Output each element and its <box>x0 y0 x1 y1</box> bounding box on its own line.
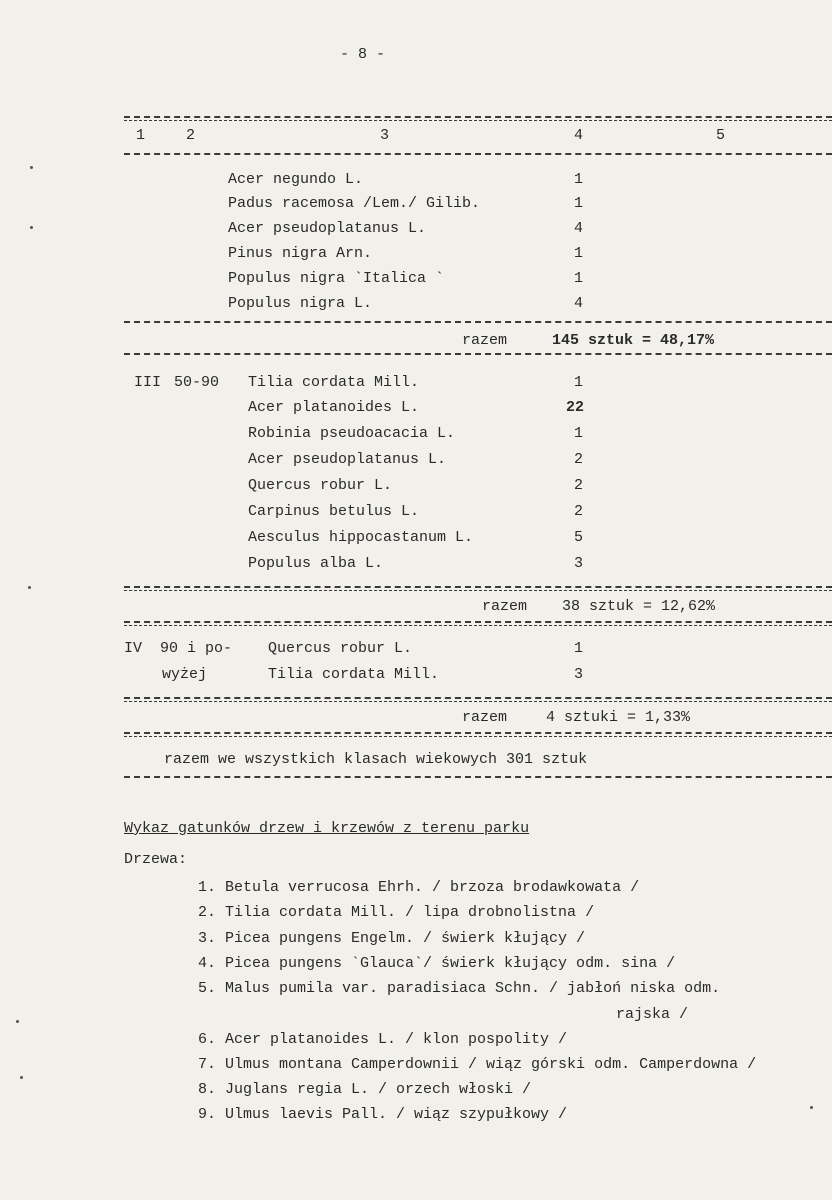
list-item-cont: rajska / <box>616 1006 689 1023</box>
table-row-species: Padus racemosa /Lem./ Gilib. <box>228 195 481 212</box>
table-row-species: Quercus robur L. <box>248 477 393 494</box>
list-item: 8. Juglans regia L. / orzech włoski / <box>198 1081 532 1098</box>
list-item: 9. Ulmus laevis Pall. / wiąz szypułkowy / <box>198 1106 568 1123</box>
column-header-1: 1 <box>136 127 146 144</box>
table-row-count: 2 <box>574 451 584 468</box>
grand-total: razem we wszystkich klasach wiekowych 301 sztuk <box>164 751 588 768</box>
table-row-species: Acer pseudoplatanus L. <box>248 451 447 468</box>
age-range-cont: wyżej <box>162 666 208 683</box>
table-bottom-rule <box>124 776 832 778</box>
group1-rule <box>124 321 832 323</box>
group3-rule <box>124 586 832 588</box>
group4-total-rule-2 <box>124 736 832 737</box>
table-row-count: 1 <box>574 425 584 442</box>
group3-total-rule <box>124 621 832 623</box>
table-row-species: Aesculus hippocastanum L. <box>248 529 474 546</box>
group3-total-rule-2 <box>124 625 832 626</box>
column-header-5: 5 <box>716 127 726 144</box>
group3-total-value: 38 sztuk = 12,62% <box>562 598 716 615</box>
table-row-count: 22 <box>566 399 585 416</box>
group4-rule-2 <box>124 701 832 702</box>
table-row-species: Quercus robur L. <box>268 640 413 657</box>
margin-speck <box>20 1076 23 1079</box>
group4-total-label: razem <box>462 709 508 726</box>
column-header-3: 3 <box>380 127 390 144</box>
table-row-count: 1 <box>574 270 584 287</box>
table-row-count: 1 <box>574 195 584 212</box>
page-number: - 8 - <box>340 46 386 63</box>
margin-speck <box>810 1106 813 1109</box>
table-row-count: 2 <box>574 503 584 520</box>
table-row-count: 2 <box>574 477 584 494</box>
age-range: 50-90 <box>174 374 220 391</box>
table-row-species: Populus nigra L. <box>228 295 373 312</box>
table-row-species: Populus alba L. <box>248 555 384 572</box>
age-range: 90 i po- <box>160 640 233 657</box>
table-row-species: Carpinus betulus L. <box>248 503 420 520</box>
list-heading: Wykaz gatunków drzew i krzewów z terenu parku <box>124 820 530 837</box>
group3-rule-2 <box>124 590 832 591</box>
group3-total-label: razem <box>482 598 528 615</box>
header-bottom-rule <box>124 153 832 155</box>
table-row-count: 3 <box>574 555 584 572</box>
table-row-species: Pinus nigra Arn. <box>228 245 373 262</box>
table-top-rule <box>124 116 832 118</box>
group4-total-rule <box>124 732 832 734</box>
list-item: 2. Tilia cordata Mill. / lipa drobnolistna / <box>198 904 595 921</box>
group4-total-value: 4 sztuki = 1,33% <box>546 709 691 726</box>
table-row-species: Acer pseudoplatanus L. <box>228 220 427 237</box>
group1-total-rule <box>124 353 832 355</box>
group1-total-value: 145 sztuk = 48,17% <box>552 332 715 349</box>
list-item: 7. Ulmus montana Camperdownii / wiąz górski odm. Camperdowna / <box>198 1056 757 1073</box>
group1-total-label: razem <box>462 332 508 349</box>
margin-speck <box>30 226 33 229</box>
table-row-count: 5 <box>574 529 584 546</box>
margin-speck <box>16 1020 19 1023</box>
list-item: 4. Picea pungens `Glauca`/ świerk kłujący odm. sina / <box>198 955 676 972</box>
group4-rule <box>124 697 832 699</box>
margin-speck <box>28 586 31 589</box>
table-row-species: Tilia cordata Mill. <box>248 374 420 391</box>
age-class: III <box>134 374 162 391</box>
table-row-count: 1 <box>574 374 584 391</box>
list-item: 1. Betula verrucosa Ehrh. / brzoza brodawkowata / <box>198 879 640 896</box>
age-class: IV <box>124 640 143 657</box>
table-row-species: Populus nigra `Italica ` <box>228 270 445 287</box>
table-row-species: Tilia cordata Mill. <box>268 666 440 683</box>
list-subheading: Drzewa: <box>124 851 188 868</box>
list-item: 6. Acer platanoides L. / klon pospolity / <box>198 1031 568 1048</box>
table-row-species: Robinia pseudoacacia L. <box>248 425 456 442</box>
table-top-rule-2 <box>124 120 832 121</box>
table-row-species: Acer platanoides L. <box>248 399 420 416</box>
table-row-count: 1 <box>574 171 584 188</box>
list-item: 3. Picea pungens Engelm. / świerk kłujący / <box>198 930 586 947</box>
table-row-species: Acer negundo L. <box>228 171 364 188</box>
table-row-count: 4 <box>574 220 584 237</box>
table-row-count: 1 <box>574 640 584 657</box>
margin-speck <box>30 166 33 169</box>
table-row-count: 3 <box>574 666 584 683</box>
table-row-count: 1 <box>574 245 584 262</box>
column-header-2: 2 <box>186 127 196 144</box>
list-item: 5. Malus pumila var. paradisiaca Schn. / jabłoń niska odm. <box>198 980 721 997</box>
column-header-4: 4 <box>574 127 584 144</box>
table-row-count: 4 <box>574 295 584 312</box>
